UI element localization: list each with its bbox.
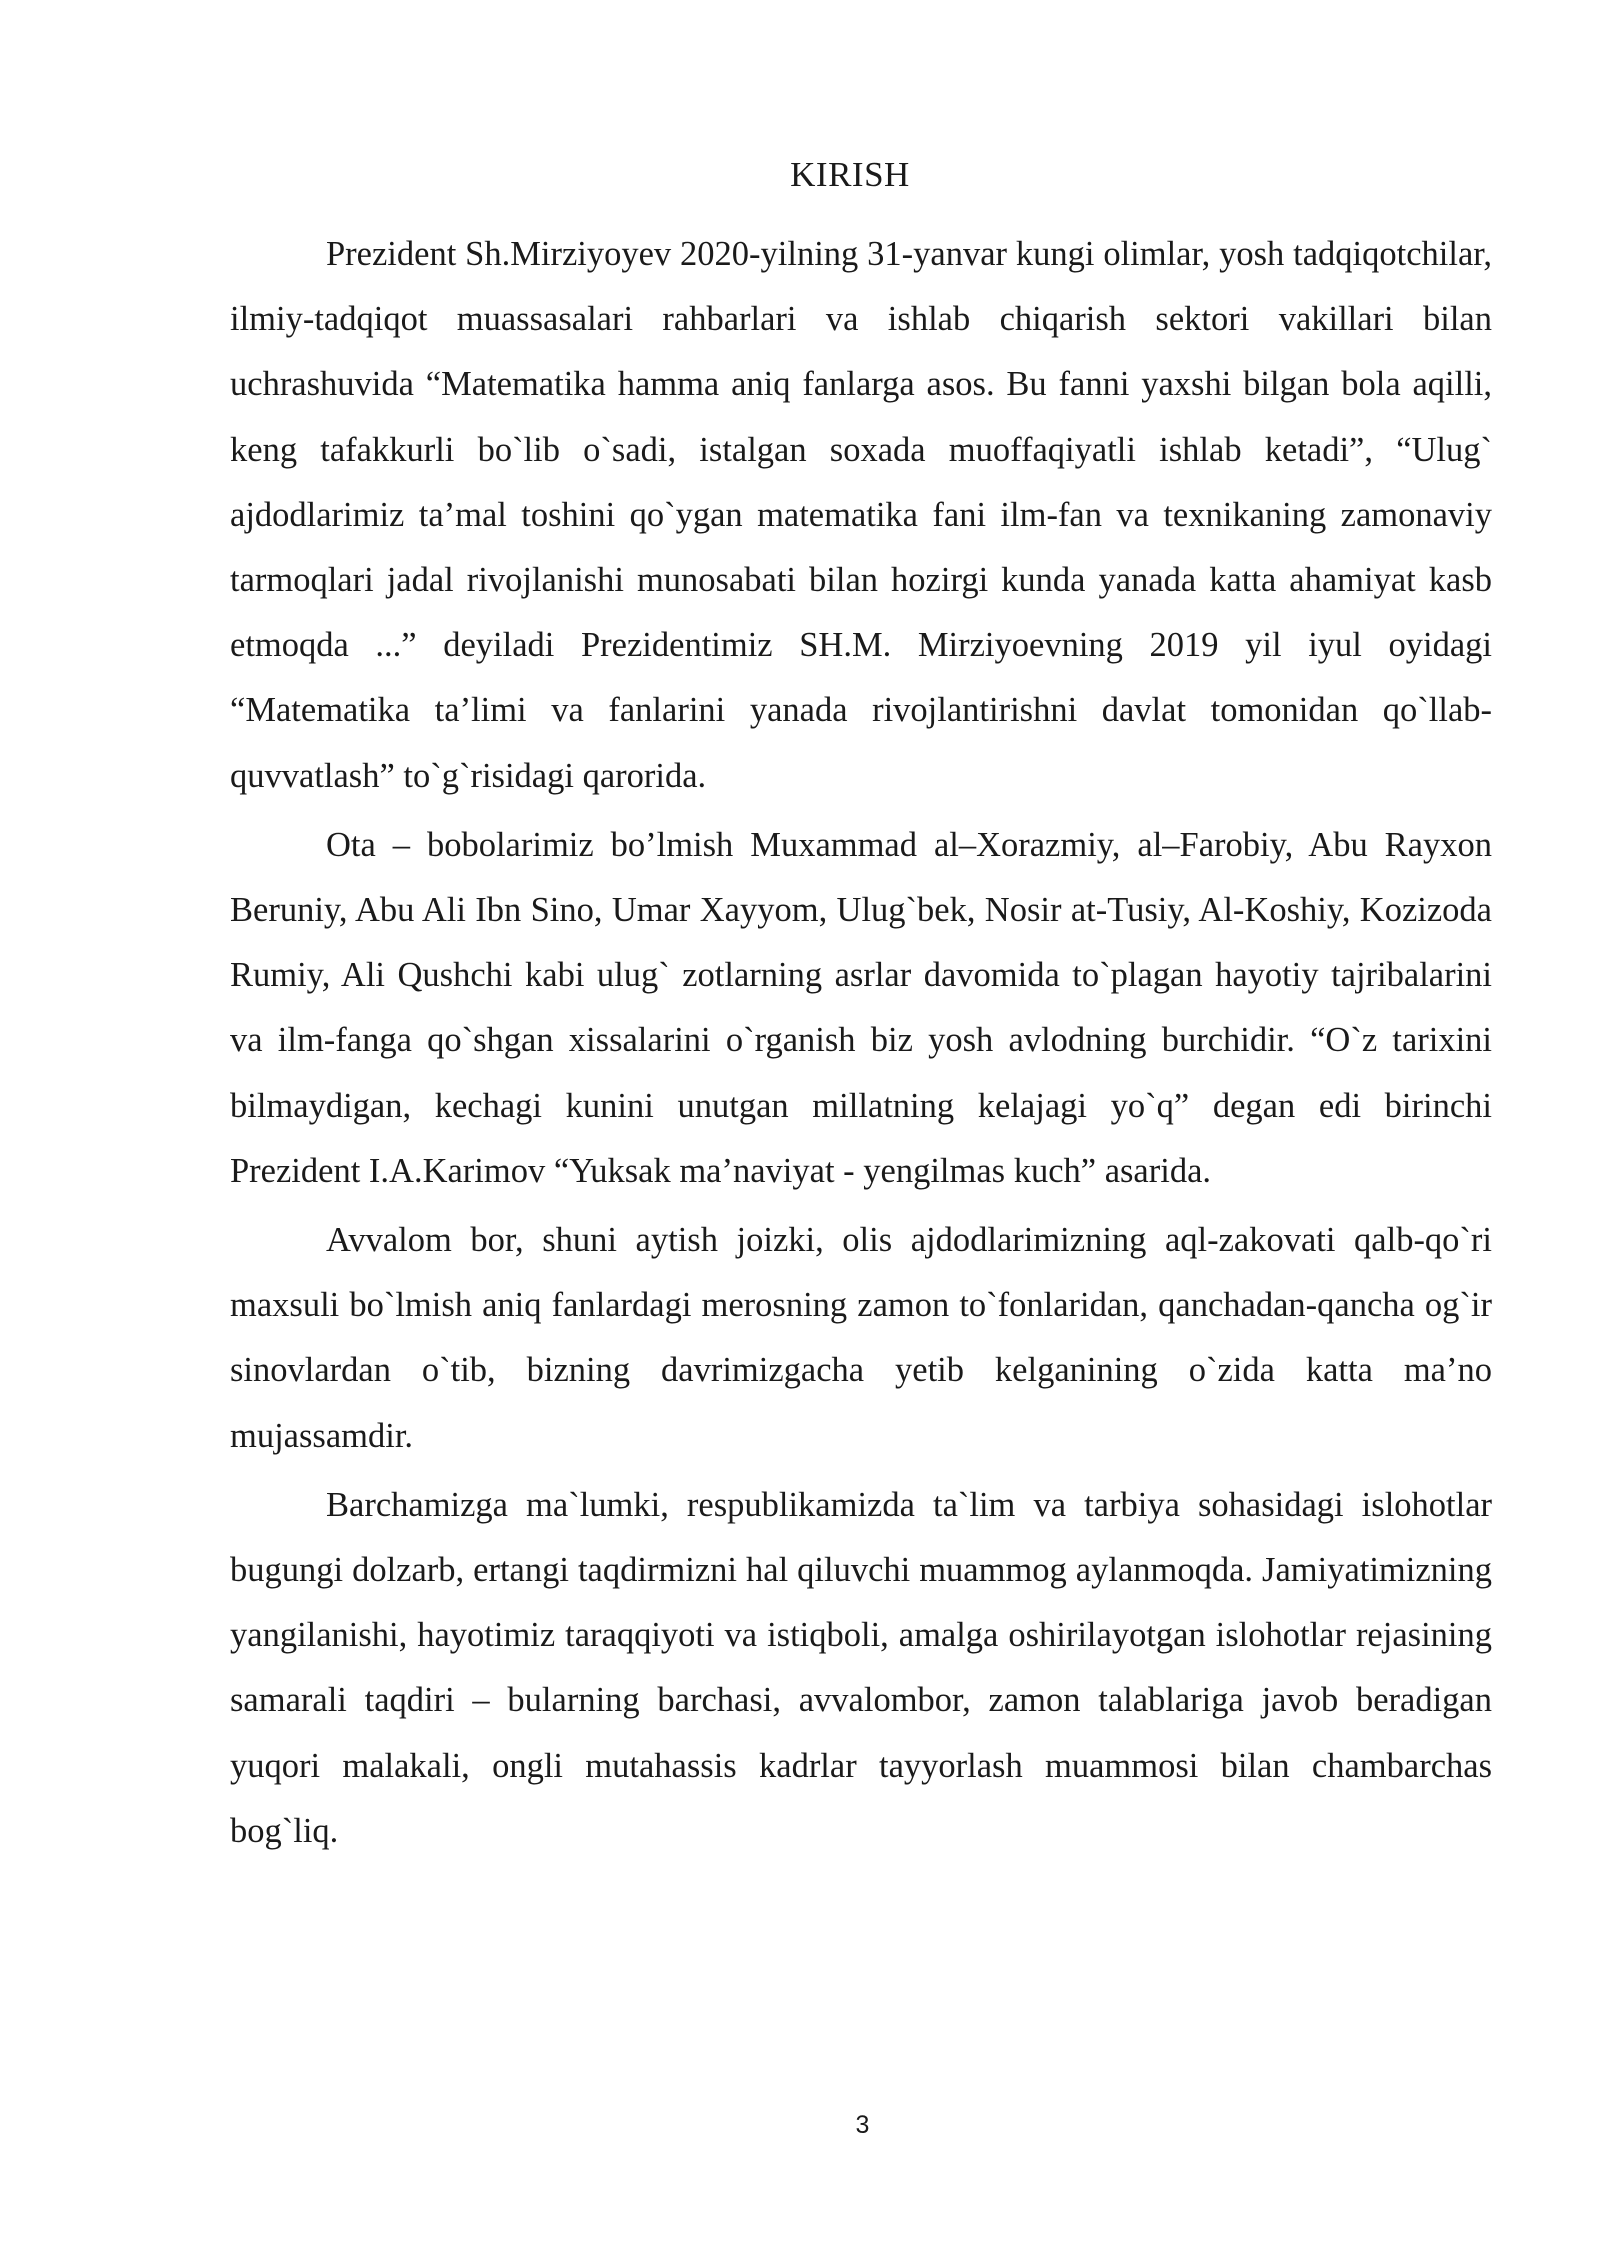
page-number: 3 <box>855 2111 870 2139</box>
paragraph-1: Prezident Sh.Mirziyoyev 2020-yilning 31-yanvar kungi olimlar, yosh tadqiqotchilar, ilmiy-tadqiqot muassasalari rahbarlari va ishlab chiqarish sektori vakillari bilan uchrashuvida “Matematika hamma aniq fanlarga asos. Bu fanni yaxshi bilgan bola aqilli, keng tafakkurli bo`lib o`sadi, istalgan soxada muoffaqiyatli ishlab ketadi”, “Ulug` ajdodlarimiz ta’mal toshini qo`ygan matematika fani ilm-fan va texnikaning zamonaviy tarmoqlari jadal rivojlanishi munosabati bilan hozirgi kunda yanada katta ahamiyat kasb etmoqda ...” deyiladi Prezidentimiz SH.M. Mirziyoevning 2019 yil iyul oyidagi “Matematika ta’limi va fanlarini yanada rivojlantirishni davlat tomonidan qo`llab-quvvatlash” to`g`risidagi qarorida. <box>230 235 1492 795</box>
paragraph-3: Avvalom bor, shuni aytish joizki, olis ajdodlarimizning aql-zakovati qalb-qo`ri maxsuli bo`lmish aniq fanlardagi merosning zamon to`fonlaridan, qanchadan-qancha og`ir sinovlardan o`tib, bizning davrimizgacha yetib kelganining o`zida katta ma’no mujassamdir. <box>230 1221 1492 1455</box>
paragraph-4: Barchamizga ma`lumki, respublikamizda ta`lim va tarbiya sohasidagi islohotlar bugungi dolzarb, ertangi taqdirmizni hal qiluvchi muammog aylanmoqda. Jamiyatimizning yangilanishi, hayotimiz taraqqiyoti va istiqboli, amalga oshirilayotgan islohotlar rejasining samarali taqdiri – bularning barchasi, avvalombor, zamon talablariga javob beradigan yuqori malakali, ongli mutahassis kadrlar tayyorlash muammosi bilan chambarchas bog`liq. <box>230 1485 1492 1850</box>
body-text <box>230 222 1492 1864</box>
paragraph-2: Ota – bobolarimiz bo’lmish Muxammad al–Xorazmiy, al–Farobiy, Abu Rayxon Beruniy, Abu Ali Ibn Sino, Umar Xayyom, Ulug`bek, Nosir at-Tusiy, Al-Koshiy, Kozizoda Rumiy, Ali Qushchi kabi ulug` zotlarning asrlar davomida to`plagan hayotiy tajribalarini va ilm-fanga qo`shgan xissalarini o`rganish biz yosh avlodning burchidir. “O`z tarixini bilmaydigan, kechagi kunini unutgan millatning kelajagi yo`q” degan edi birinchi Prezident I.A.Karimov “Yuksak ma’naviyat - yengilmas kuch” asarida. <box>230 825 1492 1190</box>
section-heading: KIRISH <box>790 155 910 194</box>
